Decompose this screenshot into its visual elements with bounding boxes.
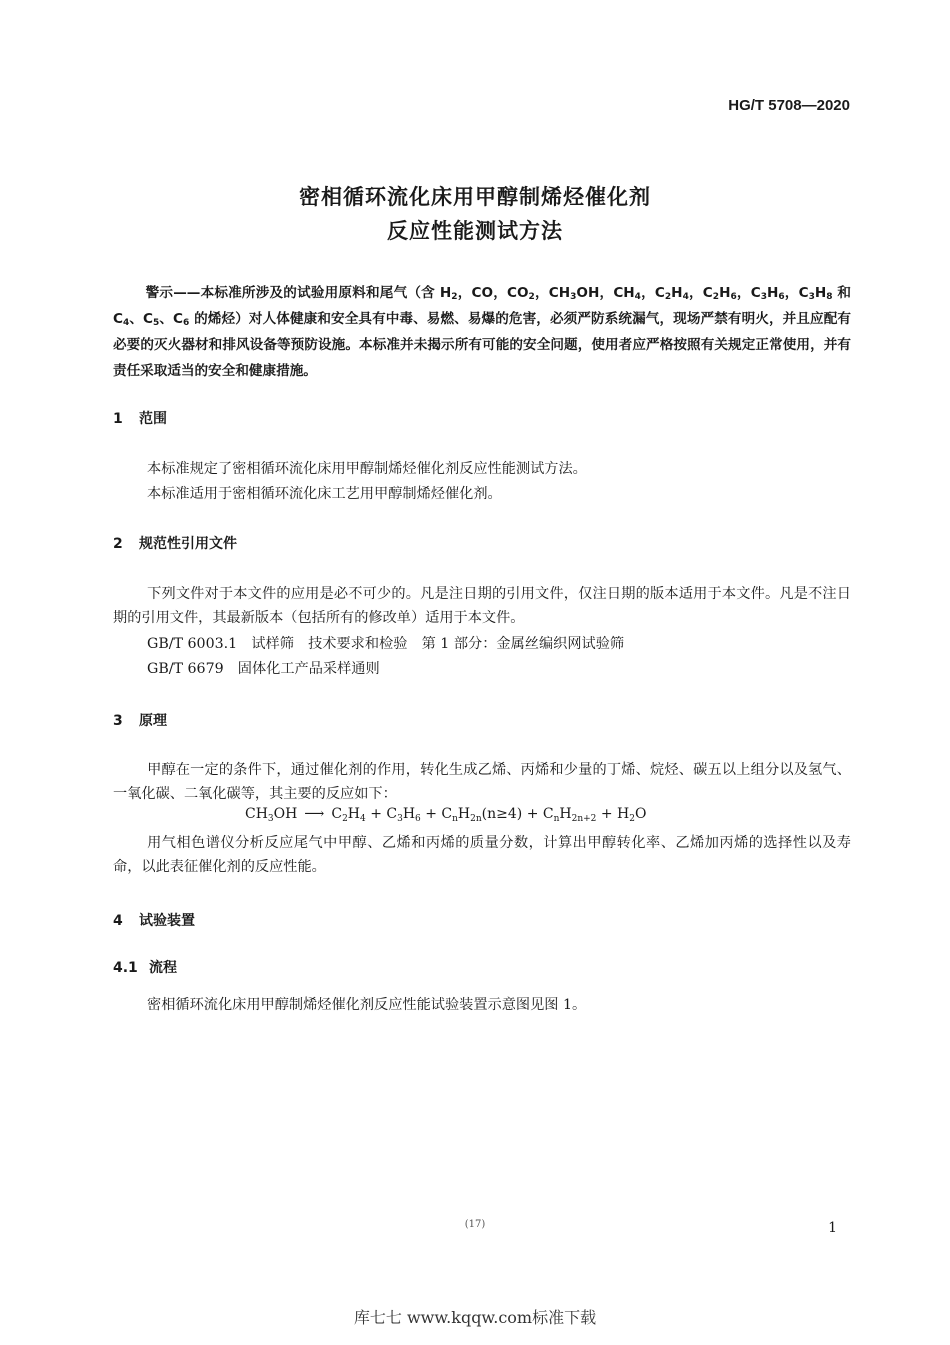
page-number: 1: [828, 1220, 837, 1236]
reaction-formula: $CH_3OH$ ⟶ $C_2H_4 + C_3H_6 + C_nH_{2n}(n\ge 4) + C_nH_{2n+2} + H_2O$: [245, 806, 647, 824]
section-3-paragraph-2: 用气相色谱仪分析反应尾气中甲醇、乙烯和丙烯的质量分数，计算出甲醇转化率、乙烯加丙烯的选择性以及寿命，以此表征催化剂的反应性能。: [113, 835, 851, 875]
section-4-1-heading: 4.1 流程: [113, 960, 177, 976]
standard-code: HG/T 5708—2020: [728, 97, 850, 114]
section-1-line-2: 本标准适用于密相循环流化床工艺用甲醇制烯烃催化剂。: [147, 486, 502, 502]
section-1-line-1: 本标准规定了密相循环流化床用甲醇制烯烃催化剂反应性能测试方法。: [147, 461, 587, 477]
reference-gbt-6003-1: GB/T 6003.1 试样筛 技术要求和检验 第 1 部分：金属丝编织网试验筛: [147, 636, 625, 652]
footer-watermark: 库七七 www.kqqw.com标准下载: [353, 1308, 597, 1327]
section-2-paragraph: 下列文件对于本文件的应用是必不可少的。凡是注日期的引用文件，仅注日期的版本适用于本文件。凡是不注日期的引用文件，其最新版本（包括所有的修改单）适用于本文件。: [113, 586, 851, 626]
section-4-heading: 4 试验装置: [113, 913, 195, 929]
safety-warning: 警示——本标准所涉及的试验用原料和尾气（含 $H_2$，CO，$CO_2$，$CH_3OH$，$CH_4$，$C_2H_4$，$C_2H_6$，$C_3H_6$，$C_3H_8$ 和 $C_4$、$C_5$、$C_6$ 的烯烃）对人体健康和安全具有中毒、易燃、易爆的危害，必须严防系统漏气，现场严禁有明火，并且应配有必要的灭火器材和排风设备等预防设施。本标准并未揭示所有可能的安全问题，使用者应严格按照有关规定正常使用，并有责任采取适当的安全和健康措施。: [113, 285, 852, 379]
section-4-1-paragraph: 密相循环流化床用甲醇制烯烃催化剂反应性能试验装置示意图见图 1。: [147, 997, 587, 1013]
reference-gbt-6679: GB/T 6679 固体化工产品采样通则: [147, 661, 380, 677]
reaction-arrow-icon: ⟶: [304, 806, 325, 822]
document-title-line2: 反应性能测试方法: [387, 219, 563, 243]
section-3-paragraph-1: 甲醇在一定的条件下，通过催化剂的作用，转化生成乙烯、丙烯和少量的丁烯、烷烃、碳五以上组分以及氢气、一氧化碳、二氧化碳等，其主要的反应如下：: [113, 762, 851, 802]
section-2-heading: 2 规范性引用文件: [113, 536, 237, 552]
inner-page-number: (17): [464, 1219, 486, 1230]
section-3-heading: 3 原理: [113, 713, 167, 729]
document-title-line1: 密相循环流化床用甲醇制烯烃催化剂: [299, 185, 651, 209]
section-1-heading: 1 范围: [113, 411, 167, 427]
